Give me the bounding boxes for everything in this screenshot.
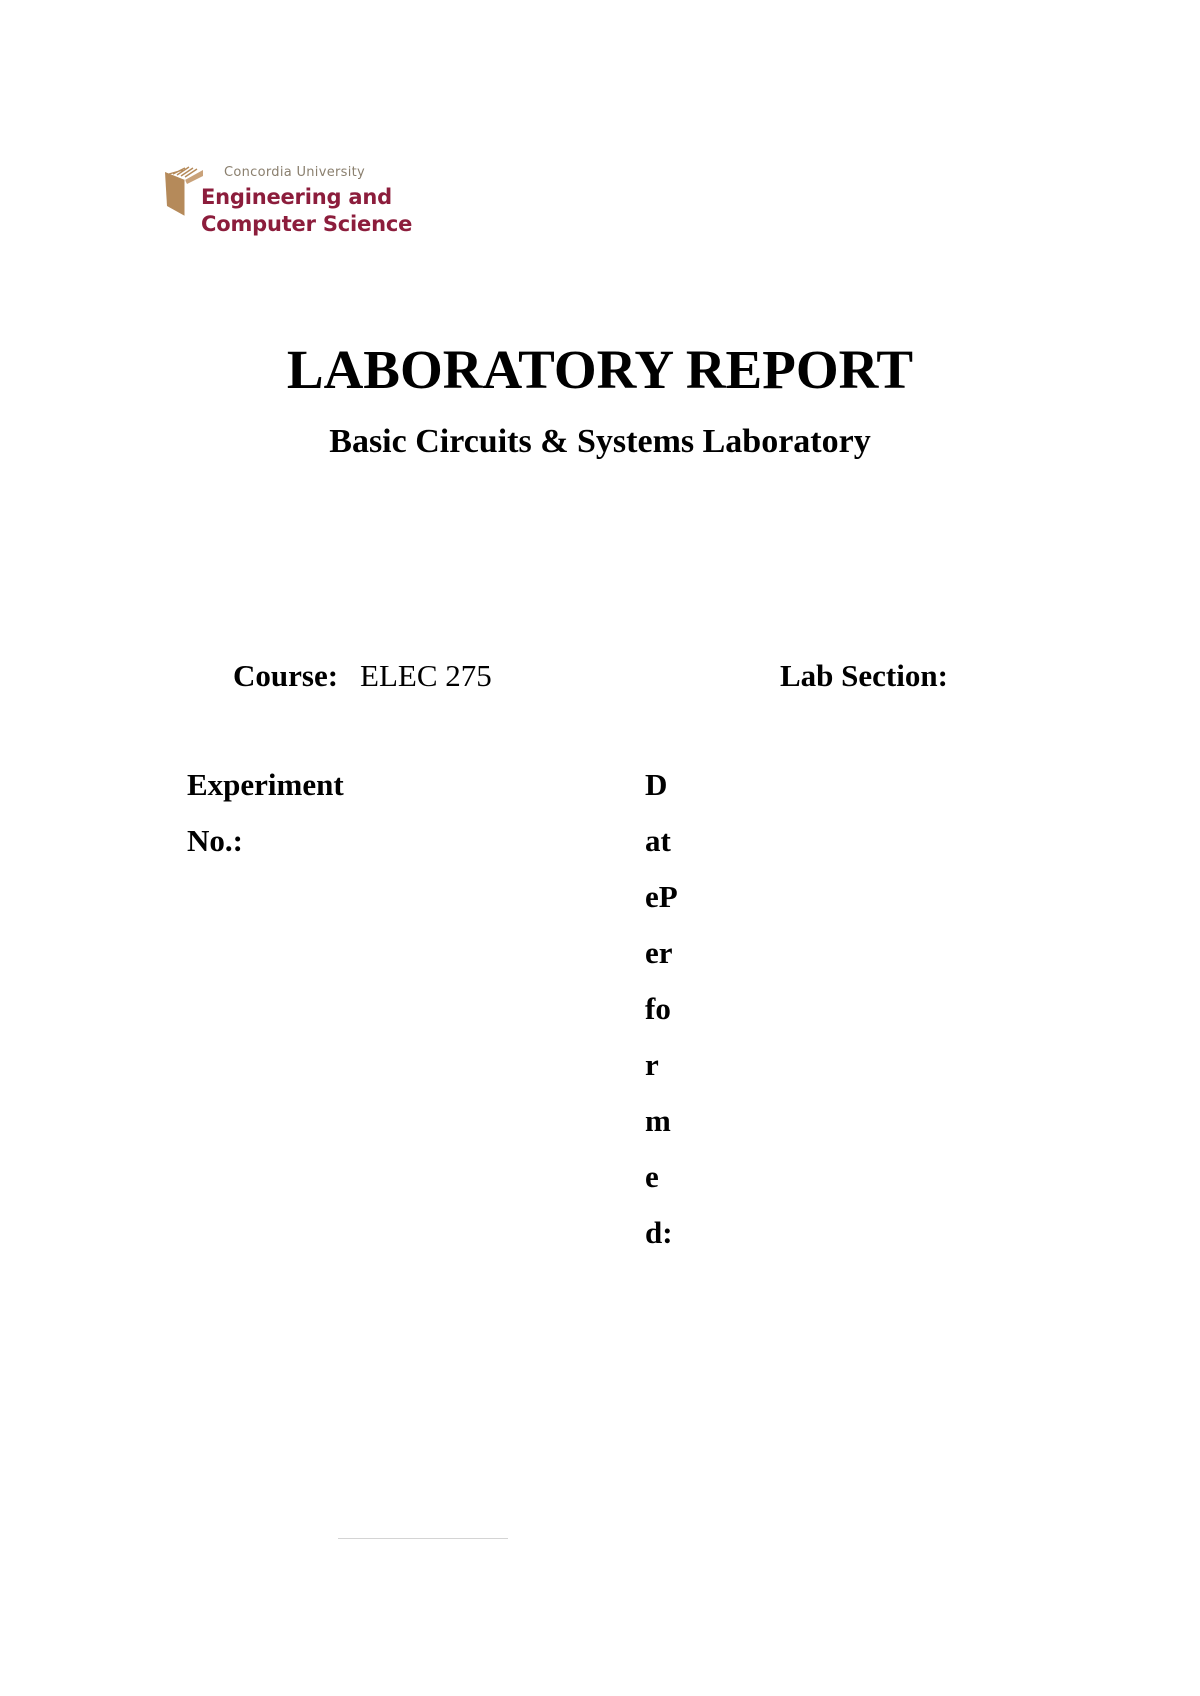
faculty-logo xyxy=(163,162,423,242)
report-subtitle: Basic Circuits & Systems Laboratory xyxy=(329,423,871,460)
faculty-name-line1: Engineering and xyxy=(201,185,392,209)
report-title: LABORATORY REPORT xyxy=(286,339,914,400)
course-label: Course: xyxy=(233,658,339,693)
experiment-number-underline xyxy=(338,1538,508,1539)
course-value: ELEC 275 xyxy=(360,658,492,693)
experiment-number-label: Experiment No.: xyxy=(187,767,344,858)
course-field xyxy=(233,656,492,696)
lab-section-label: Lab Section: xyxy=(780,658,948,693)
faculty-name-line2: Computer Science xyxy=(201,212,413,236)
date-performed-label: DatePerformed: xyxy=(645,767,678,1250)
university-name: Concordia University xyxy=(224,165,366,180)
